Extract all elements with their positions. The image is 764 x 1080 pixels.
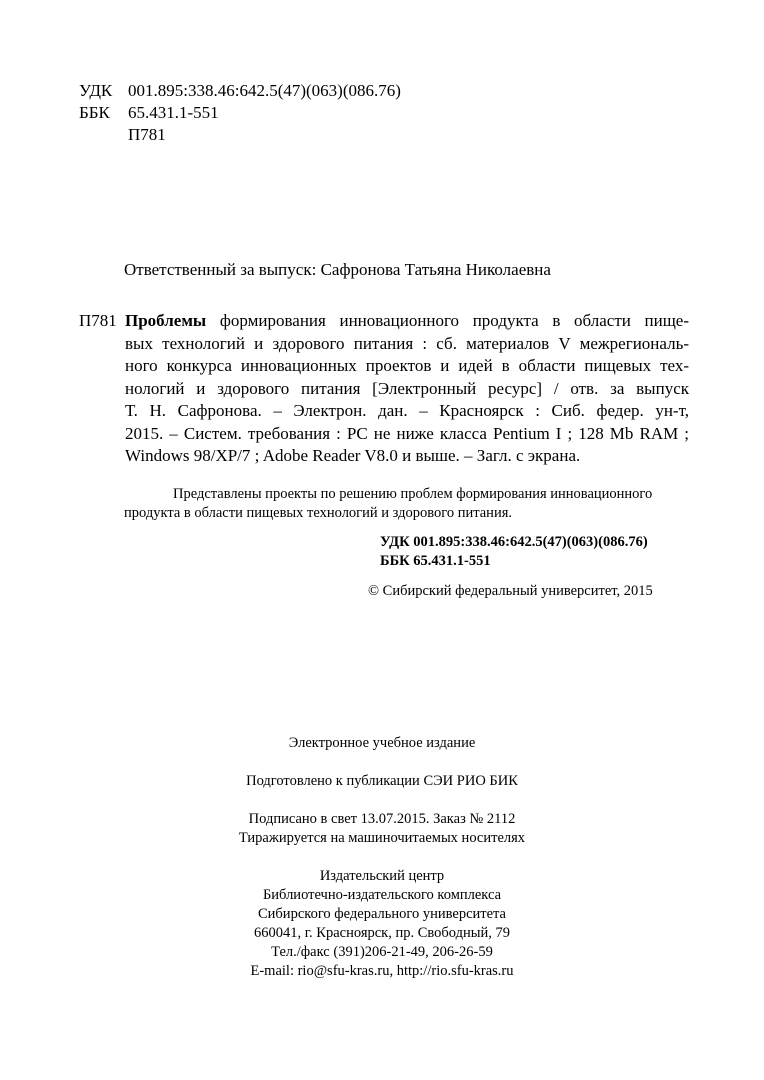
bbk-value: 65.431.1-551: [128, 103, 219, 122]
classification-repeat: [380, 533, 648, 571]
udk-row: [79, 80, 401, 102]
entry-line: 2015. – Систем. требования : PC не ниже класса Pentium I ; 128 Mb RAM ;: [125, 423, 689, 443]
udk-label: УДК: [79, 81, 113, 100]
annotation: [124, 485, 689, 523]
copyright-notice: © Сибирский федеральный университет, 2015: [368, 583, 653, 599]
entry-author-sign: П781: [79, 311, 117, 330]
publisher-line: Сибирского федерального университета: [258, 906, 506, 922]
entry-line-1-rest: формирования инновационного продукта в области пище-: [206, 311, 689, 330]
entry-line: Т. Н. Сафронова. – Электрон. дан. – Красноярск : Сиб. федер. ун-т,: [125, 401, 689, 420]
responsible-editor: Ответственный за выпуск: Сафронова Татьяна Николаевна: [124, 260, 551, 279]
udk-repeat: УДК 001.895:338.46:642.5(47)(063)(086.76): [380, 534, 648, 550]
publisher-line: Библиотечно-издательского комплекса: [262, 887, 502, 903]
edition-type: Электронное учебное издание: [288, 735, 476, 751]
prepared-by: Подготовлено к публикации СЭИ РИО БИК: [246, 773, 518, 789]
publisher-contacts: E-mail: rio@sfu-kras.ru, http://rio.sfu-kras.ru: [250, 963, 514, 979]
publisher-address: 660041, г. Красноярск, пр. Свободный, 79: [253, 925, 510, 941]
entry-line: [125, 310, 689, 333]
bbk-label: ББК: [79, 103, 110, 122]
entry-line: Windows 98/XP/7 ; Adobe Reader V8.0 и выше. – Загл. с экрана.: [125, 446, 581, 465]
entry-line: нологий и здорового питания [Электронный ресурс] / отв. за выпуск: [125, 378, 689, 398]
publisher-phone: Тел./факс (391)206-21-49, 206-26-59: [271, 944, 493, 960]
imprint-block: [0, 734, 764, 981]
entry-body: [125, 310, 689, 468]
replication-note: Тиражируется на машиночитаемых носителях: [238, 830, 526, 846]
annotation-line-1: Представлены проекты по решению проблем формирования инновационного: [173, 486, 653, 502]
udk-value: 001.895:338.46:642.5(47)(063)(086.76): [128, 81, 401, 100]
annotation-line-2: продукта в области пищевых технологий и здорового питания.: [124, 505, 512, 521]
author-sign: П781: [128, 125, 166, 144]
publisher-line: Издательский центр: [319, 868, 445, 884]
bbk-repeat: ББК 65.431.1-551: [380, 553, 491, 569]
entry-line: ного конкурса инновационных проектов и идей в области пищевых тех-: [125, 356, 689, 375]
classification-block: [79, 80, 401, 146]
entry-line: вых технологий и здорового питания : сб. материалов V межрегиональ-: [125, 333, 689, 353]
signed-date: Подписано в свет 13.07.2015. Заказ № 2112: [248, 811, 516, 827]
author-sign-row: [79, 124, 401, 146]
bbk-row: [79, 102, 401, 124]
entry-title-word: Проблемы: [125, 311, 207, 330]
